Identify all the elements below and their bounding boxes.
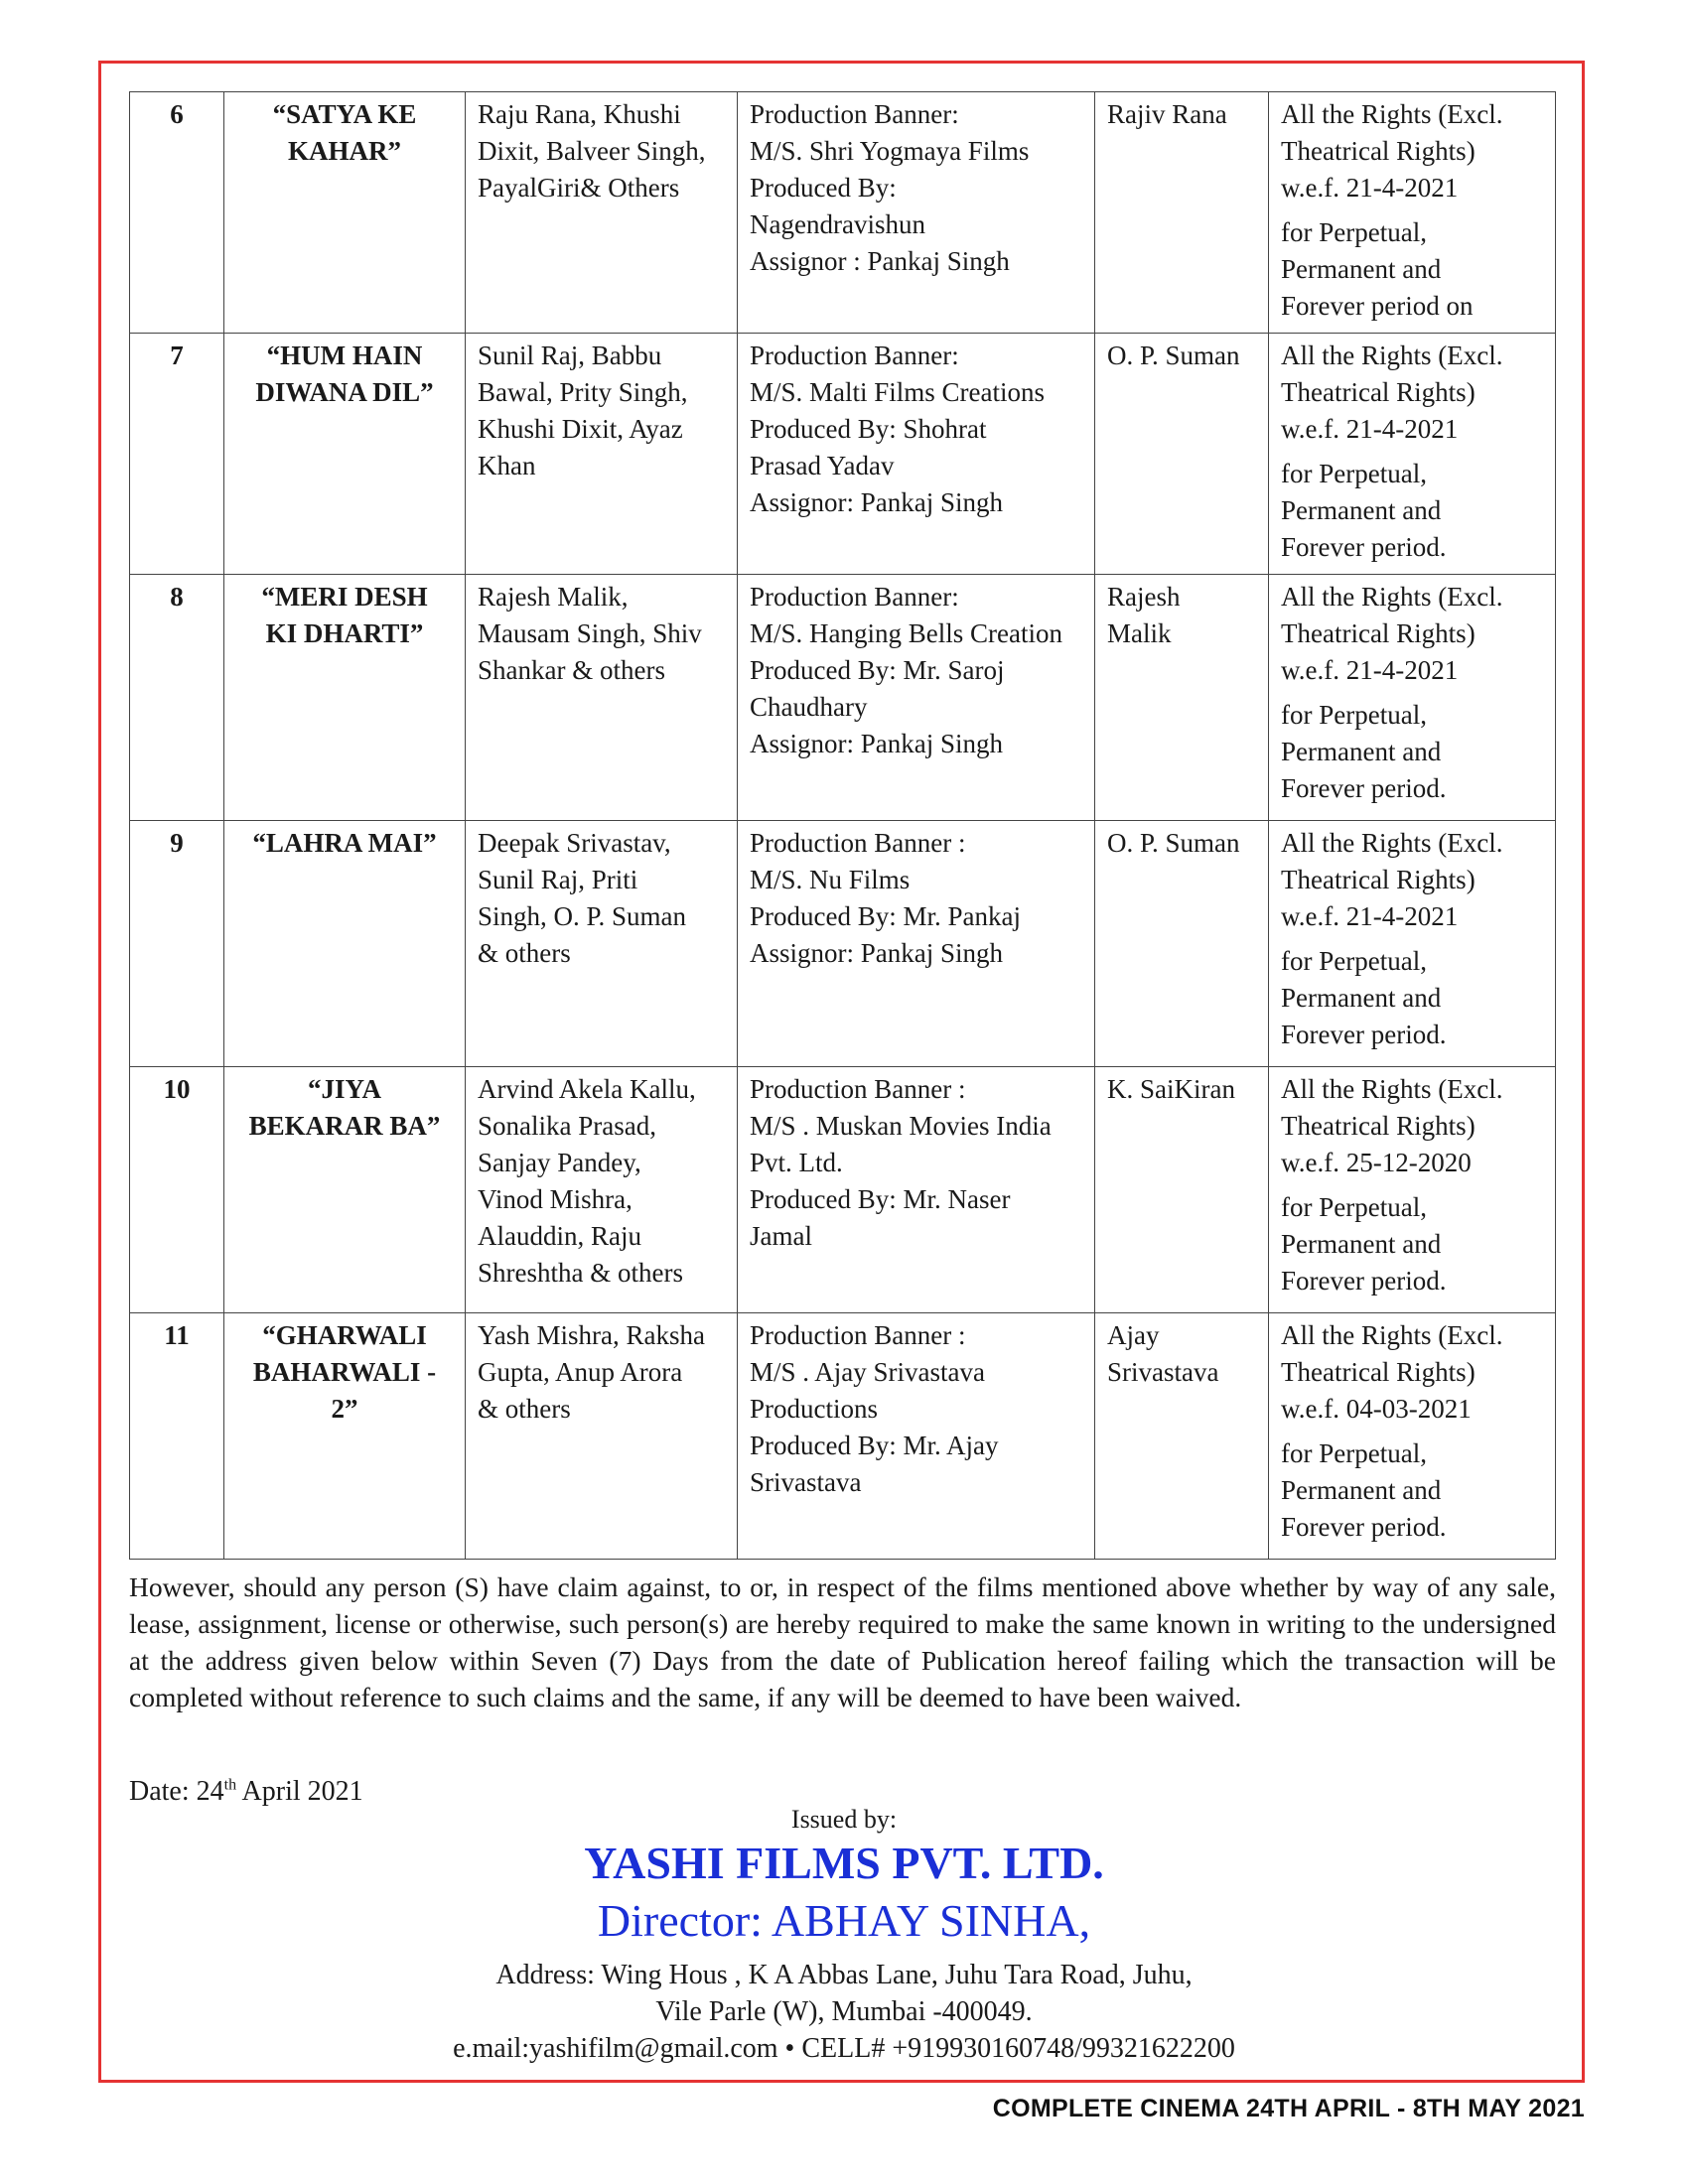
cell-line: Bawal, Prity Singh,: [478, 377, 688, 407]
notice-date: Date: 24th April 2021: [129, 1776, 363, 1807]
cell-line: “GHARWALI: [262, 1320, 427, 1350]
film-title-cell: [224, 1313, 466, 1560]
film-number-cell: [130, 92, 224, 334]
cell-line: for Perpetual,: [1281, 946, 1427, 976]
cell-line: All the Rights (Excl.: [1281, 341, 1503, 370]
film-director-cell: [1095, 821, 1269, 1067]
cell-line: Yash Mishra, Raksha: [478, 1320, 706, 1350]
cell-line: “SATYA KE: [272, 99, 417, 129]
film-title-cell: [224, 334, 466, 575]
film-production-cell: [738, 334, 1095, 575]
film-title-cell: [224, 575, 466, 821]
film-cast-cell: [466, 334, 738, 575]
cell-line: Assignor : Pankaj Singh: [750, 246, 1010, 276]
cell-line: Production Banner:: [750, 99, 959, 129]
cell-line: Production Banner :: [750, 1320, 966, 1350]
cell-line: Assignor: Pankaj Singh: [750, 487, 1004, 517]
cell-line: Arvind Akela Kallu,: [478, 1074, 696, 1104]
cell-line: KAHAR”: [288, 136, 401, 166]
cell-line: Production Banner:: [750, 341, 959, 370]
cell-line: Produced By: Mr. Naser: [750, 1184, 1011, 1214]
cell-line: Forever period.: [1281, 1020, 1447, 1049]
cell-line: Forever period.: [1281, 1512, 1447, 1542]
cell-line: DIWANA DIL”: [255, 377, 434, 407]
film-director-cell: [1095, 1313, 1269, 1560]
cell-line: Forever period on: [1281, 291, 1474, 321]
cell-line: Srivastava: [1107, 1357, 1219, 1387]
table-row: [130, 575, 1556, 821]
film-number: 10: [163, 1074, 191, 1104]
cell-line: PayalGiri& Others: [478, 173, 680, 203]
film-number-cell: [130, 575, 224, 821]
cell-line: M/S . Ajay Srivastava: [750, 1357, 985, 1387]
cell-line: Forever period.: [1281, 1266, 1447, 1296]
cell-line: Produced By: Mr. Ajay: [750, 1431, 999, 1460]
cell-line: w.e.f. 21-4-2021: [1281, 901, 1459, 931]
table-row: [130, 92, 1556, 334]
cell-line: Sanjay Pandey,: [478, 1148, 641, 1177]
film-cast-cell: [466, 1313, 738, 1560]
cell-line: M/S. Shri Yogmaya Films: [750, 136, 1030, 166]
cell-line: M/S. Hanging Bells Creation: [750, 618, 1062, 648]
film-number-cell: [130, 821, 224, 1067]
film-cast-cell: [466, 92, 738, 334]
cell-line: M/S. Nu Films: [750, 865, 911, 894]
film-number: 7: [170, 341, 184, 370]
cell-line: “MERI DESH: [261, 582, 428, 612]
film-production-cell: [738, 92, 1095, 334]
cell-line: Permanent and: [1281, 737, 1442, 766]
film-title-cell: [224, 821, 466, 1067]
cell-line: Khushi Dixit, Ayaz: [478, 414, 683, 444]
cell-line: Pvt. Ltd.: [750, 1148, 843, 1177]
cell-line: Vinod Mishra,: [478, 1184, 633, 1214]
cell-line: Deepak Srivastav,: [478, 828, 671, 858]
address-line: Vile Parle (W), Mumbai -400049.: [655, 1996, 1033, 2027]
cell-line: for Perpetual,: [1281, 1192, 1427, 1222]
cell-line: Nagendravishun: [750, 209, 925, 239]
cell-line: Srivastava: [750, 1467, 862, 1497]
film-production-cell: [738, 1313, 1095, 1560]
cell-line: Dixit, Balveer Singh,: [478, 136, 706, 166]
film-director-cell: [1095, 1067, 1269, 1313]
film-production-cell: [738, 1067, 1095, 1313]
cell-line: for Perpetual,: [1281, 700, 1427, 730]
film-number-cell: [130, 334, 224, 575]
cell-line: Chaudhary: [750, 692, 868, 722]
film-production-cell: [738, 821, 1095, 1067]
cell-line: Rajiv Rana: [1107, 99, 1227, 129]
cell-line: Permanent and: [1281, 1229, 1442, 1259]
cell-line: Sunil Raj, Babbu: [478, 341, 662, 370]
cell-line: w.e.f. 21-4-2021: [1281, 414, 1459, 444]
film-production-cell: [738, 575, 1095, 821]
film-number: 9: [170, 828, 184, 858]
cell-line: Prasad Yadav: [750, 451, 895, 480]
cell-line: w.e.f. 25-12-2020: [1281, 1148, 1472, 1177]
film-rights-cell: [1269, 1067, 1556, 1313]
film-rights-cell: [1269, 821, 1556, 1067]
cell-line: for Perpetual,: [1281, 459, 1427, 488]
cell-line: O. P. Suman: [1107, 341, 1240, 370]
film-cast-cell: [466, 821, 738, 1067]
cell-line: Produced By: Shohrat: [750, 414, 987, 444]
cell-line: Khan: [478, 451, 536, 480]
address-line: Address: Wing Hous , K A Abbas Lane, Juhu Tara Road, Juhu,: [495, 1960, 1193, 1990]
cell-line: Produced By: Mr. Saroj: [750, 655, 1005, 685]
cell-line: Theatrical Rights): [1281, 1357, 1476, 1387]
cell-line: Jamal: [750, 1221, 812, 1251]
cell-line: Rajesh Malik,: [478, 582, 629, 612]
cell-line: Productions: [750, 1394, 879, 1424]
film-director-cell: [1095, 334, 1269, 575]
cell-line: Production Banner :: [750, 828, 966, 858]
cell-line: “HUM HAIN: [266, 341, 423, 370]
cell-line: Permanent and: [1281, 495, 1442, 525]
cell-line: Ajay: [1107, 1320, 1160, 1350]
cell-line: Assignor: Pankaj Singh: [750, 938, 1004, 968]
cell-line: Forever period.: [1281, 532, 1447, 562]
cell-line: & others: [478, 938, 571, 968]
cell-line: Produced By: Mr. Pankaj: [750, 901, 1021, 931]
cell-line: Theatrical Rights): [1281, 618, 1476, 648]
cell-line: O. P. Suman: [1107, 828, 1240, 858]
cell-line: Gupta, Anup Arora: [478, 1357, 683, 1387]
cell-line: Singh, O. P. Suman: [478, 901, 687, 931]
film-number-cell: [130, 1313, 224, 1560]
cell-line: Production Banner :: [750, 1074, 966, 1104]
cell-line: All the Rights (Excl.: [1281, 1074, 1503, 1104]
cell-line: for Perpetual,: [1281, 217, 1427, 247]
film-cast-cell: [466, 1067, 738, 1313]
cell-line: 2”: [331, 1394, 358, 1424]
cell-line: BAHARWALI -: [252, 1357, 437, 1387]
cell-line: w.e.f. 21-4-2021: [1281, 655, 1459, 685]
issued-by-label: Issued by:: [790, 1805, 898, 1834]
cell-line: Production Banner:: [750, 582, 959, 612]
cell-line: “LAHRA MAI”: [252, 828, 437, 858]
cell-line: Raju Rana, Khushi: [478, 99, 681, 129]
contact-line: e.mail:yashifilm@gmail.com • CELL# +919930160748/99321622200: [453, 2033, 1235, 2064]
cell-line: M/S . Muskan Movies India: [750, 1111, 1052, 1141]
film-title-cell: [224, 92, 466, 334]
cell-line: Malik: [1107, 618, 1172, 648]
film-rights-cell: [1269, 92, 1556, 334]
cell-line: All the Rights (Excl.: [1281, 582, 1503, 612]
cell-line: K. SaiKiran: [1107, 1074, 1235, 1104]
table-row: [130, 1313, 1556, 1560]
cell-line: Rajesh: [1107, 582, 1181, 612]
film-cast-cell: [466, 575, 738, 821]
cell-line: Assignor: Pankaj Singh: [750, 729, 1004, 758]
cell-line: Sonalika Prasad,: [478, 1111, 656, 1141]
film-rights-cell: [1269, 1313, 1556, 1560]
notice-paragraph: However, should any person (S) have claim against, to or, in respect of the films mentioned above whether by way of any sale, lease, assignment, license or otherwise, such person(s) are hereby required to make the same known in writing to the undersigned at the address given below within Seven (7) Days from the date of Publication hereof failing which the transaction will be completed without reference to such claims and the same, if any will be deemed to have been waived.: [129, 1571, 1556, 1712]
cell-line: BEKARAR BA”: [248, 1111, 441, 1141]
table-row: [130, 334, 1556, 575]
cell-line: Permanent and: [1281, 1475, 1442, 1505]
cell-line: Forever period.: [1281, 773, 1447, 803]
cell-line: All the Rights (Excl.: [1281, 828, 1503, 858]
film-number-cell: [130, 1067, 224, 1313]
cell-line: Theatrical Rights): [1281, 1111, 1476, 1141]
cell-line: All the Rights (Excl.: [1281, 99, 1503, 129]
film-number: 11: [164, 1320, 190, 1350]
cell-line: M/S. Malti Films Creations: [750, 377, 1046, 407]
cell-line: Permanent and: [1281, 254, 1442, 284]
cell-line: Theatrical Rights): [1281, 377, 1476, 407]
cell-line: Mausam Singh, Shiv: [478, 618, 702, 648]
cell-line: KI DHARTI”: [265, 618, 424, 648]
company-name: YASHI FILMS PVT. LTD.: [584, 1838, 1104, 1888]
cell-line: Permanent and: [1281, 983, 1442, 1013]
film-number: 6: [170, 99, 184, 129]
films-table: [129, 91, 1556, 1560]
film-title-cell: [224, 1067, 466, 1313]
film-rights-cell: [1269, 575, 1556, 821]
table-row: [130, 1067, 1556, 1313]
cell-line: Alauddin, Raju: [478, 1221, 641, 1251]
cell-line: “JIYA: [307, 1074, 382, 1104]
table-row: [130, 821, 1556, 1067]
cell-line: w.e.f. 04-03-2021: [1281, 1394, 1472, 1424]
film-director-cell: [1095, 575, 1269, 821]
film-director-cell: [1095, 92, 1269, 334]
cell-line: All the Rights (Excl.: [1281, 1320, 1503, 1350]
cell-line: & others: [478, 1394, 571, 1424]
cell-line: Sunil Raj, Priti: [478, 865, 638, 894]
cell-line: Theatrical Rights): [1281, 865, 1476, 894]
director-name: Director: ABHAY SINHA,: [597, 1895, 1091, 1946]
cell-line: for Perpetual,: [1281, 1438, 1427, 1468]
cell-line: Produced By:: [750, 173, 897, 203]
cell-line: Theatrical Rights): [1281, 136, 1476, 166]
cell-line: Shankar & others: [478, 655, 665, 685]
publication-footer: COMPLETE CINEMA 24TH APRIL - 8TH MAY 2021: [992, 2095, 1585, 2122]
cell-line: w.e.f. 21-4-2021: [1281, 173, 1459, 203]
film-rights-cell: [1269, 334, 1556, 575]
film-number: 8: [170, 582, 184, 612]
cell-line: Shreshtha & others: [478, 1258, 683, 1288]
